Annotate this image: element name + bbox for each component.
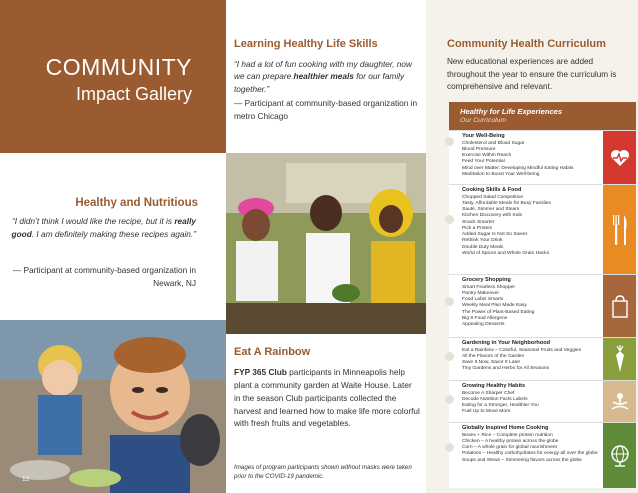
learning-quote-part: for our family together.” xyxy=(234,71,405,94)
section-item: Eat a Rainbow – Colorful, Seasonal Fruits and Veggies xyxy=(462,347,582,353)
meditation-icon xyxy=(603,381,636,422)
curriculum-column xyxy=(426,0,638,493)
curriculum-section-habits xyxy=(449,380,636,422)
section-item: Exercise Within Reach xyxy=(462,153,512,159)
section-item: World of Spices and Whole Grain Hacks xyxy=(462,250,550,256)
gallery-title-line1: COMMUNITY xyxy=(45,54,192,80)
heart-pulse-icon xyxy=(603,131,636,184)
section-item: Cholesterol and Blood Sugar xyxy=(462,140,525,146)
healthy-quote-emphasis: really good xyxy=(11,216,196,239)
bullet-dot xyxy=(445,215,454,224)
curriculum-box-title: Healthy for Life Experiences xyxy=(460,107,563,116)
bullet-dot xyxy=(445,137,454,146)
section-item: Chicken – A healthy protein across the globe xyxy=(462,438,559,444)
learning-quote xyxy=(234,58,420,95)
curriculum-section-cooking xyxy=(449,184,636,274)
gallery-header xyxy=(0,0,226,153)
gallery-title-line2: Impact Gallery xyxy=(75,84,192,104)
section-title: Growing Healthy Habits xyxy=(462,383,526,389)
section-item: Weekly Meal Plan Made Easy xyxy=(462,303,527,309)
curriculum-box xyxy=(449,102,636,488)
section-item: Feed Your Potential xyxy=(462,159,505,165)
section-item: Appealing Desserts xyxy=(462,322,505,328)
section-item: Meditation to Boost Your Well-being xyxy=(462,171,540,177)
section-item: Become A Sharper Chef xyxy=(462,390,515,396)
carrot-icon xyxy=(603,338,636,380)
section-item: Pick a Protein xyxy=(462,225,493,231)
curriculum-box-subtitle: Our Curriculum xyxy=(460,117,507,124)
rainbow-club-name: FYP 365 Club xyxy=(234,367,287,377)
section-item: Tiny Gardens and Herbs for All Seasons xyxy=(462,366,550,372)
section-item: Pantry Makeover xyxy=(462,290,499,296)
learning-heading: Learning Healthy Life Skills xyxy=(234,38,378,50)
section-item: Blood Pressure xyxy=(462,146,496,152)
bullet-dot xyxy=(445,297,454,306)
section-title: Gardening in Your Neighborhood xyxy=(462,340,551,346)
rainbow-body-text: participants in Minneapolis help plant a community garden at Waite House. Later in the season Club participants collected the harvest and learned how to make life more colorful with fresh fruits and vegetables. xyxy=(234,367,420,429)
curriculum-intro: New educational experiences are added throughout the year to ensure the curriculum is comprehensive and relevant. xyxy=(447,57,617,92)
section-item: Decode Nutrition Facts Labels xyxy=(462,396,528,402)
section-item: Chopped Salad Competition xyxy=(462,194,524,200)
curriculum-section-global xyxy=(449,422,636,488)
section-title: Globally Inspired Home Cooking xyxy=(462,425,549,431)
fork-knife-icon xyxy=(603,185,636,274)
section-item: All the Flavors of the Garden xyxy=(462,353,525,359)
section-item: Beans + Rice – Complete protein nutrition xyxy=(462,432,553,438)
section-item: Eating for a Stronger, Healthier You xyxy=(462,403,539,409)
learning-attribution: — Participant at community-based organization in metro Chicago xyxy=(234,98,418,121)
section-item: The Power of Plant-Based Eating xyxy=(462,309,535,315)
garden-kids-photo xyxy=(226,153,426,334)
section-item: Mind over Matter: Developing Mindful Eating Habits xyxy=(462,165,574,171)
section-item: Big 8 Food Allergens xyxy=(462,315,508,321)
healthy-quote-part: “I didn’t think I would like the recipe, but it is xyxy=(11,216,175,226)
photo-note: Images of program participants shown without masks were taken prior to the COVID-19 pandemic. xyxy=(234,464,412,480)
rainbow-body xyxy=(234,366,420,430)
rainbow-heading: Eat A Rainbow xyxy=(234,346,311,358)
section-item: Kitchen Discovery with Kids xyxy=(462,213,523,219)
section-item: Fuel Up to Move More xyxy=(462,409,511,415)
globe-icon xyxy=(603,423,636,488)
section-item: Save It Now, Savor It Later xyxy=(462,360,521,366)
section-item: Added Sugar Is Not So Sweet xyxy=(462,232,527,238)
section-item: Corn – A whole grain for global nourishment xyxy=(462,445,557,451)
curriculum-section-gardening xyxy=(449,337,636,380)
section-title: Cooking Skills & Food xyxy=(462,187,522,193)
page-number: 12 xyxy=(22,476,30,483)
healthy-attribution: — Participant at community-based organization in Newark, NJ xyxy=(12,265,196,288)
bullet-dot xyxy=(445,443,454,452)
curriculum-box-header xyxy=(449,102,636,130)
section-item: Smart Fearless Shopper xyxy=(462,284,516,290)
healthy-nutritious-panel xyxy=(0,153,226,320)
section-item: Snack Smarter xyxy=(462,219,495,225)
section-item: Rethink Your Drink xyxy=(462,238,503,244)
learning-skills-block xyxy=(234,38,420,122)
section-title: Grocery Shopping xyxy=(462,277,511,283)
healthy-heading: Healthy and Nutritious xyxy=(75,197,198,209)
section-title: Your Well-Being xyxy=(462,133,505,139)
learning-quote-emphasis: healthier meals xyxy=(293,71,354,82)
eat-rainbow-block xyxy=(234,346,420,430)
section-item: Double Duty Meals xyxy=(462,244,504,250)
cooking-class-photo xyxy=(0,320,226,493)
section-item: Sauté, Simmer and Steam xyxy=(462,207,520,213)
section-item: Food Label Smarts xyxy=(462,297,504,303)
section-item: Soups and Stews – Simmering flavors across the globe xyxy=(462,457,582,463)
healthy-quote xyxy=(0,215,196,241)
curriculum-section-wellbeing xyxy=(449,130,636,184)
shopping-bag-icon xyxy=(603,275,636,337)
curriculum-heading: Community Health Curriculum xyxy=(447,38,606,50)
curriculum-section-grocery xyxy=(449,274,636,337)
learning-quote-part: “I had a lot of fun cooking with my daughter, now we can prepare xyxy=(234,59,413,82)
bullet-dot xyxy=(445,352,454,361)
healthy-quote-part: . I am definitely making these recipes again.” xyxy=(31,228,196,239)
gallery-title xyxy=(22,56,192,103)
section-item: Potatoes – Healthy carbohydrates for energy all over the globe xyxy=(462,451,598,457)
bullet-dot xyxy=(445,395,454,404)
section-item: Tasty, Affordable Meals for Busy Families xyxy=(462,200,551,206)
